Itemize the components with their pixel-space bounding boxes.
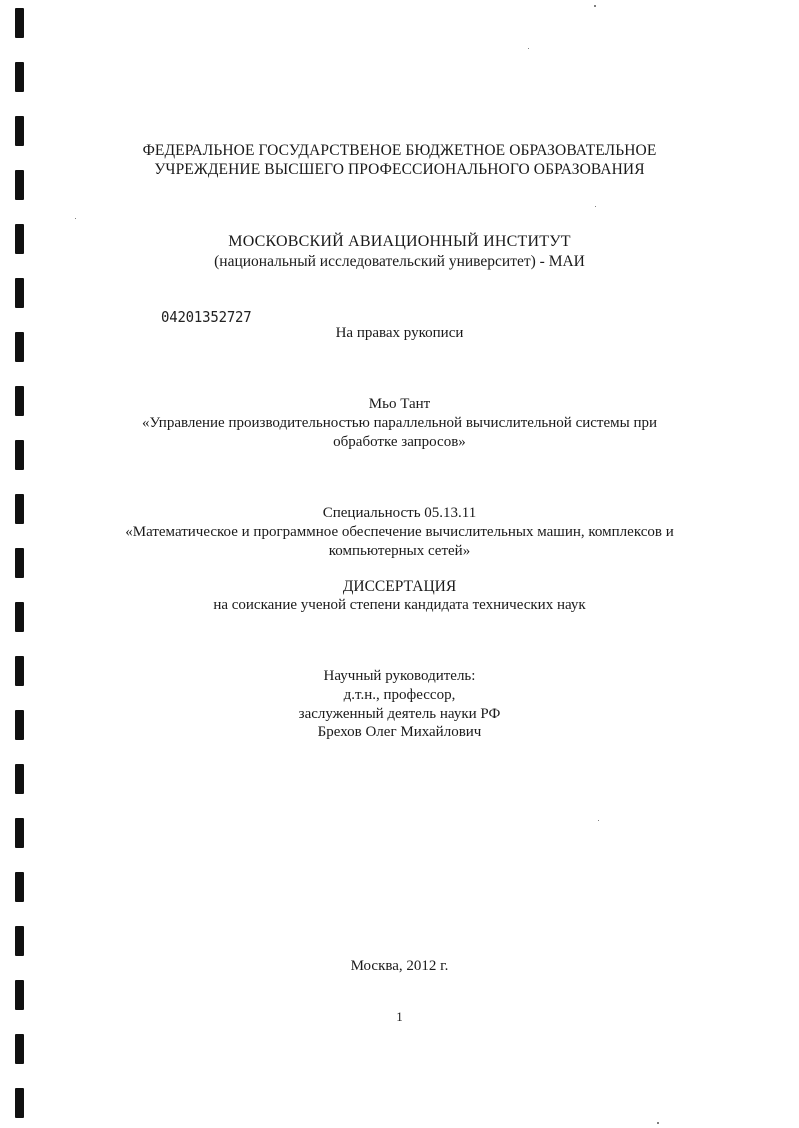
registration-number: 04201352727 [161, 309, 252, 327]
dissertation-purpose: на соискание ученой степени кандидата технических наук [213, 597, 586, 613]
specialty-code: Специальность 05.13.11 [322, 505, 477, 521]
organization-line-2: УЧРЕЖДЕНИЕ ВЫСШЕГО ПРОФЕССИОНАЛЬНОГО ОБРАЗОВАНИЯ [154, 161, 645, 178]
scan-speck [75, 218, 76, 219]
binding-mark [15, 926, 24, 956]
binding-mark [15, 1034, 24, 1064]
scan-speck [595, 206, 596, 207]
binding-mark [15, 818, 24, 848]
scan-speck [657, 1122, 659, 1124]
binding-mark [15, 8, 24, 38]
organization-line-1: ФЕДЕРАЛЬНОЕ ГОСУДАРСТВЕНОЕ БЮДЖЕТНОЕ ОБРАЗОВАТЕЛЬНОЕ [142, 142, 657, 159]
specialty-line-1: «Математическое и программное обеспечение вычислительных машин, комплексов и [125, 524, 674, 540]
supervisor-name: Брехов Олег Михайлович [317, 724, 482, 740]
place-year: Москва, 2012 г. [350, 958, 449, 974]
binding-mark [15, 980, 24, 1010]
scan-speck [594, 5, 596, 7]
specialty-line-2: компьютерных сетей» [328, 543, 471, 559]
supervisor-honor: заслуженный деятель науки РФ [298, 706, 501, 722]
supervisor-degree: д.т.н., профессор, [343, 687, 456, 703]
binding-mark [15, 1088, 24, 1118]
scan-speck [598, 820, 599, 821]
dissertation-heading: ДИССЕРТАЦИЯ [342, 578, 457, 595]
binding-mark [15, 278, 24, 308]
manuscript-note: На правах рукописи [335, 325, 464, 341]
institute-name: МОСКОВСКИЙ АВИАЦИОННЫЙ ИНСТИТУТ [228, 233, 571, 250]
thesis-title-line-2: обработке запросов» [333, 434, 466, 450]
author-name: Мьо Тант [368, 396, 431, 412]
binding-mark [15, 872, 24, 902]
page-number: 1 [396, 1009, 403, 1024]
binding-mark [15, 764, 24, 794]
binding-mark [15, 62, 24, 92]
institute-subtitle: (национальный исследовательский университет) - МАИ [214, 253, 585, 270]
supervisor-label: Научный руководитель: [323, 668, 476, 684]
scan-speck [528, 48, 529, 49]
thesis-title-line-1: «Управление производительностью параллельной вычислительной системы при [141, 415, 658, 431]
